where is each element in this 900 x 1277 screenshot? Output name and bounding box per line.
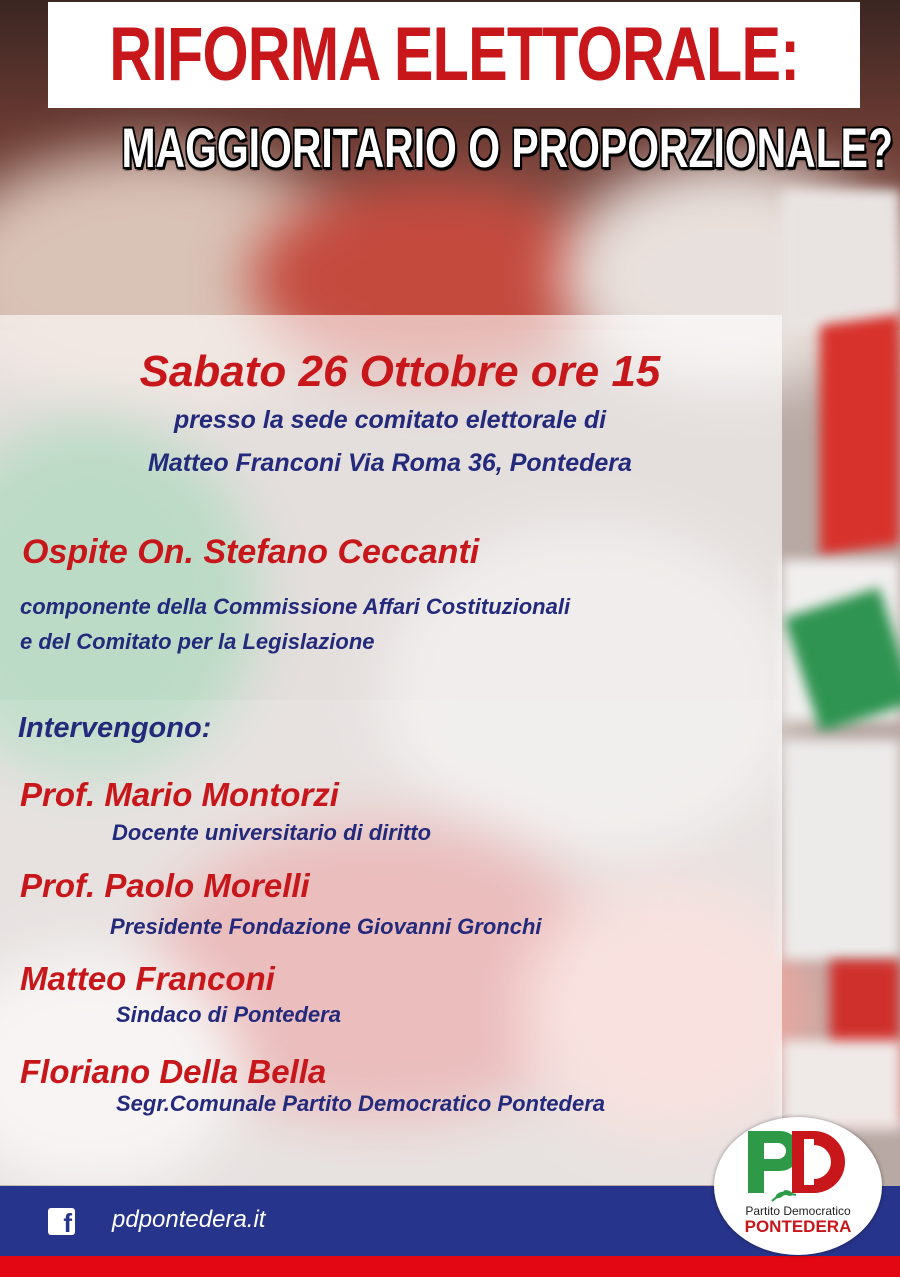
speaker-role: Sindaco di Pontedera [116, 1002, 341, 1027]
guest-role-line-2: e del Comitato per la Legislazione [20, 629, 375, 654]
footer-stripe [0, 1256, 900, 1277]
logo-party-name: Partito Democratico [745, 1204, 851, 1218]
title-banner [48, 2, 860, 108]
page-title: RIFORMA ELETTORALE: [109, 12, 799, 97]
speakers-heading: Intervengono: [18, 712, 212, 744]
page-subtitle: MAGGIORITARIO O PROPORZIONALE? [121, 116, 893, 179]
speaker-name: Prof. Mario Montorzi [20, 776, 339, 813]
speaker-role: Docente universitario di diritto [112, 820, 432, 845]
guest-role-line-1: componente della Commissione Affari Costituzionali [20, 594, 571, 619]
speaker-name: Floriano Della Bella [20, 1053, 327, 1090]
speaker-role: Presidente Fondazione Giovanni Gronchi [110, 914, 542, 939]
venue-line-2: Matteo Franconi Via Roma 36, Pontedera [148, 449, 632, 477]
speaker-name: Matteo Franconi [20, 960, 275, 997]
speaker-name: Prof. Paolo Morelli [20, 867, 310, 904]
logo-city: PONTEDERA [744, 1217, 852, 1236]
event-date-time: Sabato 26 Ottobre ore 15 [139, 347, 661, 396]
guest-name: Ospite On. Stefano Ceccanti [22, 533, 480, 571]
facebook-icon[interactable]: f [48, 1208, 75, 1235]
speaker-role: Segr.Comunale Partito Democratico Pontedera [116, 1091, 606, 1116]
venue-line-1: presso la sede comitato elettorale di [173, 406, 607, 434]
party-logo [714, 1117, 882, 1255]
website-link[interactable]: pdpontedera.it [112, 1206, 266, 1233]
